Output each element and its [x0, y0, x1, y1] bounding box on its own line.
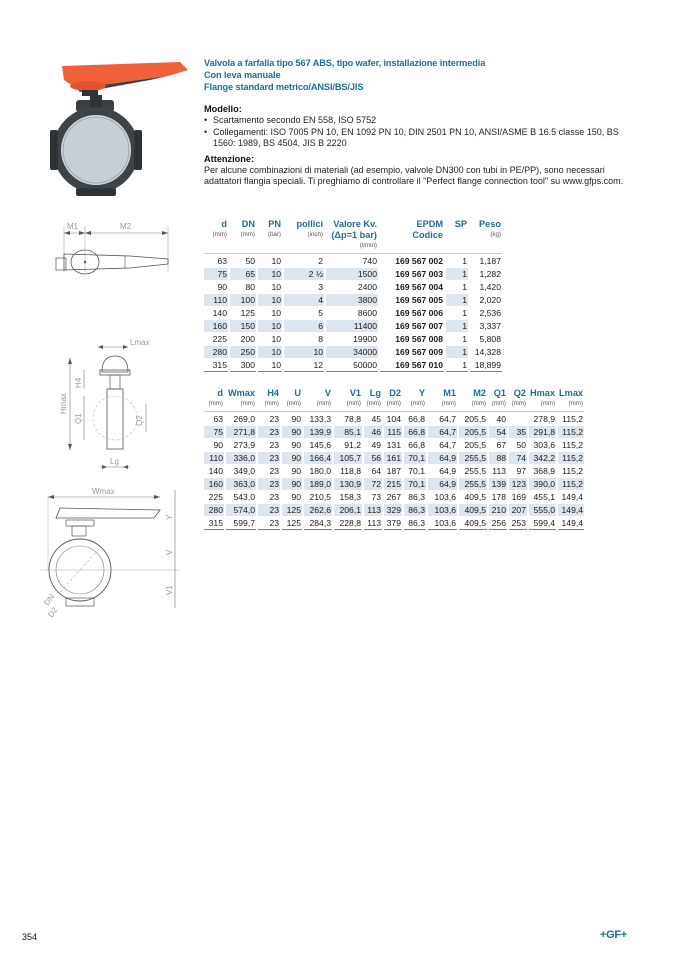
table-cell: 125 — [282, 516, 302, 530]
table-cell: 113 — [364, 516, 382, 530]
table-cell: 205,5 — [459, 412, 487, 425]
table-row — [204, 477, 584, 490]
modello-list — [204, 115, 634, 150]
table-cell: 206,1 — [334, 503, 362, 516]
table-cell: 63 — [204, 254, 228, 267]
table-cell: 50 — [509, 438, 527, 451]
table-cell: 90 — [282, 438, 302, 451]
table-cell: 10 — [258, 267, 282, 280]
table-cell: 23 — [258, 438, 280, 451]
col-d2: D2 (mm) — [386, 388, 401, 407]
table-cell: 2 ½ — [284, 267, 324, 280]
table-row — [204, 425, 584, 438]
table-cell: 280 — [204, 503, 224, 516]
table-cell: 110 — [204, 451, 224, 464]
table-cell: 80 — [230, 280, 256, 293]
table-cell: 140 — [204, 464, 224, 477]
table-cell: 207 — [509, 503, 527, 516]
table-cell: 23 — [258, 425, 280, 438]
table-cell: 85,1 — [334, 425, 362, 438]
table-cell: 2,020 — [470, 293, 502, 306]
table-row — [204, 319, 502, 332]
table-cell: 187 — [384, 464, 402, 477]
table-cell: 599,7 — [226, 516, 256, 530]
table-cell: 149,4 — [558, 503, 584, 516]
table-cell: 12 — [284, 358, 324, 372]
valve-product-photo — [40, 50, 190, 200]
table-cell: 50 — [230, 254, 256, 267]
table-cell: 455,1 — [529, 490, 556, 503]
gf-logo: +GF+ — [600, 929, 627, 941]
table-cell: 4 — [284, 293, 324, 306]
table-cell: 34000 — [326, 345, 378, 358]
col-codice: EPDM Codice — [412, 219, 443, 240]
table-row — [204, 306, 502, 319]
table-cell: 23 — [258, 477, 280, 490]
table-cell: 390,0 — [529, 477, 556, 490]
table-cell: 409,5 — [459, 503, 487, 516]
table-row — [204, 464, 584, 477]
table-cell: 103,6 — [428, 490, 457, 503]
col-u: U (mm) — [286, 388, 301, 407]
table-cell: 64,9 — [428, 451, 457, 464]
table-row — [204, 412, 584, 425]
dim-label-v: V — [165, 549, 174, 555]
table-cell: 140 — [204, 306, 228, 319]
col-h4: H4 (mm) — [264, 388, 279, 407]
col-d: d (mm) — [208, 388, 223, 407]
table-cell: 149,4 — [558, 516, 584, 530]
table-cell: 90 — [282, 464, 302, 477]
table-cell: 110 — [204, 293, 228, 306]
table-cell: 315 — [204, 358, 228, 372]
table-cell: 273,9 — [226, 438, 256, 451]
product-subtitle-flange: Flange standard metrico/ANSI/BS/JIS — [204, 82, 364, 92]
table-cell: 342,2 — [529, 451, 556, 464]
table-cell: 1,187 — [470, 254, 502, 267]
table-cell: 1 — [446, 319, 468, 332]
table-cell: 1 — [446, 293, 468, 306]
table-cell: 215 — [384, 477, 402, 490]
table-cell: 11400 — [326, 319, 378, 332]
table-cell: 63 — [204, 412, 224, 425]
table-cell: 180,0 — [304, 464, 332, 477]
table-cell: 2400 — [326, 280, 378, 293]
table-cell: 169 567 002 — [380, 254, 444, 267]
attenzione-heading: Attenzione: — [204, 153, 255, 164]
table-cell: 115,2 — [558, 464, 584, 477]
table-cell: 5,808 — [470, 332, 502, 345]
dim-label-hmax: Hmax — [59, 393, 68, 414]
table-cell: 88 — [489, 451, 507, 464]
table-row — [204, 345, 502, 358]
table-cell: 336,0 — [226, 451, 256, 464]
col-m2: M2 (mm) — [471, 388, 486, 407]
table-cell: 169 567 006 — [380, 306, 444, 319]
table-cell: 169 567 007 — [380, 319, 444, 332]
table-cell: 75 — [204, 425, 224, 438]
col-pollici: pollici (inch) — [296, 219, 323, 238]
attenzione-text: Per alcune combinazioni di materiali (ad esempio, valvole DN300 con tubi in PE/PP), sono necessari adattatori flangia speciali. Ti preghiamo di controllare il "Perfect flange connection tool" su www.gfps.com. — [204, 164, 624, 186]
table-cell: 45 — [364, 412, 382, 425]
table-cell: 291,8 — [529, 425, 556, 438]
table-cell: 210 — [489, 503, 507, 516]
table-row — [204, 451, 584, 464]
table-cell: 225 — [204, 332, 228, 345]
table-cell: 2 — [284, 254, 324, 267]
table-cell: 113 — [364, 503, 382, 516]
dim-label-h4: H4 — [74, 377, 83, 388]
table-cell: 169 567 003 — [380, 267, 444, 280]
table-cell: 66,8 — [404, 425, 426, 438]
table-cell: 118,8 — [334, 464, 362, 477]
table-cell: 256 — [489, 516, 507, 530]
modello-heading: Modello: — [204, 104, 242, 114]
table-cell: 65 — [230, 267, 256, 280]
table-cell: 349,0 — [226, 464, 256, 477]
table-cell: 10 — [258, 332, 282, 345]
table-cell: 23 — [258, 451, 280, 464]
dim-label-m2: M2 — [120, 222, 132, 231]
table-cell: 10 — [258, 345, 282, 358]
table-cell: 150 — [230, 319, 256, 332]
table-cell: 86,3 — [404, 516, 426, 530]
bullet-icon: • — [204, 126, 208, 137]
table-cell: 46 — [364, 425, 382, 438]
ordering-table-header — [204, 219, 502, 250]
table-cell: 3800 — [326, 293, 378, 306]
table-cell: 315 — [204, 516, 224, 530]
dimensions-table — [202, 388, 586, 530]
table-cell: 200 — [230, 332, 256, 345]
table-cell: 23 — [258, 516, 280, 530]
table-cell: 104 — [384, 412, 402, 425]
table-cell: 228,8 — [334, 516, 362, 530]
col-m1: M1 (mm) — [441, 388, 456, 407]
table-cell: 262,6 — [304, 503, 332, 516]
table-cell: 90 — [204, 438, 224, 451]
table-cell: 64,7 — [428, 412, 457, 425]
table-cell: 6 — [284, 319, 324, 332]
table-cell: 50000 — [326, 358, 378, 372]
table-cell: 1,282 — [470, 267, 502, 280]
table-cell: 1500 — [326, 267, 378, 280]
table-cell: 86,3 — [404, 490, 426, 503]
table-cell: 368,9 — [529, 464, 556, 477]
table-cell: 158,3 — [334, 490, 362, 503]
table-cell: 189,0 — [304, 477, 332, 490]
table-row — [204, 438, 584, 451]
table-cell: 64,7 — [428, 425, 457, 438]
table-cell — [509, 412, 527, 425]
table-cell: 70,1 — [404, 464, 426, 477]
modello-bullet: • Scartamento secondo EN 558, ISO 5752 — [204, 115, 377, 125]
table-cell: 253 — [509, 516, 527, 530]
table-cell: 255,5 — [459, 464, 487, 477]
table-cell: 363,0 — [226, 477, 256, 490]
table-row — [204, 293, 502, 306]
table-cell: 14,328 — [470, 345, 502, 358]
dim-label-q1: Q1 — [74, 413, 83, 424]
dimensions-table-header — [204, 388, 584, 408]
table-cell: 284,3 — [304, 516, 332, 530]
col-sp: SP — [454, 219, 467, 229]
table-cell: 75 — [204, 267, 228, 280]
col-v: V (mm) — [316, 388, 331, 407]
table-cell: 40 — [489, 412, 507, 425]
table-row — [204, 332, 502, 345]
table-cell: 1 — [446, 358, 468, 372]
col-v1: V1 (mm) — [346, 388, 361, 407]
table-cell: 90 — [282, 477, 302, 490]
table-cell: 160 — [204, 319, 228, 332]
table-cell: 100 — [230, 293, 256, 306]
table-cell: 1 — [446, 345, 468, 358]
col-dn: DN (mm) — [240, 219, 255, 238]
table-row — [204, 280, 502, 293]
dim-label-lmax: Lmax — [130, 338, 150, 347]
col-pn: PN (bar) — [267, 219, 281, 238]
table-cell: 543,0 — [226, 490, 256, 503]
col-q2: Q2 (mm) — [511, 388, 526, 407]
table-cell: 73 — [364, 490, 382, 503]
col-d: d (mm) — [212, 219, 227, 238]
table-cell: 115,2 — [558, 412, 584, 425]
table-cell: 169 567 005 — [380, 293, 444, 306]
table-cell: 409,5 — [459, 516, 487, 530]
col-wmax: Wmax (mm) — [227, 388, 255, 407]
table-cell: 115 — [384, 425, 402, 438]
table-cell: 139 — [489, 477, 507, 490]
table-cell: 280 — [204, 345, 228, 358]
table-cell: 139,9 — [304, 425, 332, 438]
col-kv: Valore Kv. (Δp=1 bar) (l/min) — [331, 219, 377, 249]
dim-label-d2: D2 — [46, 605, 60, 620]
table-cell: 178 — [489, 490, 507, 503]
table-cell: 1 — [446, 254, 468, 267]
table-cell: 115,2 — [558, 477, 584, 490]
table-cell: 210,5 — [304, 490, 332, 503]
product-title: Valvola a farfalla tipo 567 ABS, tipo wafer, installazione intermedia — [204, 58, 486, 68]
table-cell: 72 — [364, 477, 382, 490]
table-cell: 255,5 — [459, 477, 487, 490]
table-cell: 90 — [282, 425, 302, 438]
table-cell: 90 — [282, 451, 302, 464]
table-cell: 169 567 004 — [380, 280, 444, 293]
table-cell: 740 — [326, 254, 378, 267]
table-cell: 303,6 — [529, 438, 556, 451]
table-cell: 18,899 — [470, 358, 502, 372]
table-cell: 166,4 — [304, 451, 332, 464]
table-cell: 133,3 — [304, 412, 332, 425]
dim-label-q2: Q2 — [135, 415, 144, 426]
table-cell: 10 — [258, 254, 282, 267]
table-cell: 130,9 — [334, 477, 362, 490]
table-cell: 105,7 — [334, 451, 362, 464]
table-cell: 74 — [509, 451, 527, 464]
table-cell: 70,1 — [404, 451, 426, 464]
table-cell: 56 — [364, 451, 382, 464]
table-row — [204, 503, 584, 516]
table-cell: 23 — [258, 490, 280, 503]
table-cell: 329 — [384, 503, 402, 516]
table-cell: 3,337 — [470, 319, 502, 332]
table-cell: 300 — [230, 358, 256, 372]
table-cell: 70,1 — [404, 477, 426, 490]
dim-label-dn: DN — [42, 592, 57, 608]
table-cell: 49 — [364, 438, 382, 451]
table-cell: 125 — [282, 503, 302, 516]
table-row — [204, 267, 502, 280]
table-cell: 103,6 — [428, 516, 457, 530]
table-cell: 64,7 — [428, 438, 457, 451]
table-cell: 225 — [204, 490, 224, 503]
table-cell: 103,6 — [428, 503, 457, 516]
table-row — [204, 516, 584, 530]
table-cell: 113 — [489, 464, 507, 477]
table-cell: 169 567 010 — [380, 358, 444, 372]
table-cell: 10 — [258, 306, 282, 319]
table-cell: 2,536 — [470, 306, 502, 319]
table-cell: 10 — [258, 358, 282, 372]
table-cell: 90 — [282, 490, 302, 503]
product-subtitle-handle: Con leva manuale — [204, 70, 281, 80]
table-cell: 145,6 — [304, 438, 332, 451]
table-cell: 64 — [364, 464, 382, 477]
table-cell: 1 — [446, 332, 468, 345]
bullet-icon: • — [204, 115, 208, 125]
table-cell: 8600 — [326, 306, 378, 319]
table-row — [204, 358, 502, 372]
table-cell: 125 — [230, 306, 256, 319]
table-cell: 160 — [204, 477, 224, 490]
side-view-drawing — [30, 330, 170, 480]
table-cell: 574,0 — [226, 503, 256, 516]
table-cell: 1 — [446, 267, 468, 280]
table-cell: 555,0 — [529, 503, 556, 516]
table-cell: 267 — [384, 490, 402, 503]
table-cell: 205,5 — [459, 438, 487, 451]
table-cell: 169 — [509, 490, 527, 503]
table-cell: 599,4 — [529, 516, 556, 530]
table-cell: 10 — [258, 319, 282, 332]
table-cell: 86,3 — [404, 503, 426, 516]
table-cell: 10 — [258, 280, 282, 293]
table-cell: 35 — [509, 425, 527, 438]
front-view-drawing — [30, 480, 200, 620]
table-cell: 149,4 — [558, 490, 584, 503]
table-cell: 23 — [258, 503, 280, 516]
table-cell: 161 — [384, 451, 402, 464]
table-cell: 8 — [284, 332, 324, 345]
table-cell: 269,0 — [226, 412, 256, 425]
table-row — [204, 490, 584, 503]
table-row — [204, 254, 502, 267]
table-cell: 379 — [384, 516, 402, 530]
table-cell: 1,420 — [470, 280, 502, 293]
table-cell: 278,9 — [529, 412, 556, 425]
table-cell: 23 — [258, 464, 280, 477]
table-cell: 78,8 — [334, 412, 362, 425]
table-cell: 64,9 — [428, 477, 457, 490]
table-cell: 3 — [284, 280, 324, 293]
table-cell: 10 — [258, 293, 282, 306]
table-cell: 169 567 008 — [380, 332, 444, 345]
dim-label-v1: V1 — [165, 585, 174, 595]
table-cell: 131 — [384, 438, 402, 451]
col-lg: Lg (mm) — [366, 388, 381, 407]
table-cell: 19900 — [326, 332, 378, 345]
table-cell: 54 — [489, 425, 507, 438]
table-cell: 250 — [230, 345, 256, 358]
col-lmax: Lmax (mm) — [559, 388, 584, 407]
dim-label-m1: M1 — [67, 222, 79, 231]
table-cell: 115,2 — [558, 438, 584, 451]
modello-bullet: • Collegamenti: ISO 7005 PN 10, EN 1092 PN 10, DIN 2501 PN 10, ANSI/ASME B 16.5 classe 150, BS 1560: 1989, BS 4504, JIS B 2220 — [204, 126, 619, 148]
table-cell: 271,8 — [226, 425, 256, 438]
product-description — [204, 57, 634, 188]
dim-label-wmax: Wmax — [92, 487, 115, 496]
col-hmax: Hmax (mm) — [530, 388, 556, 407]
table-cell: 66,8 — [404, 438, 426, 451]
dim-label-lg: Lg — [110, 457, 119, 466]
dim-label-y: Y — [165, 514, 174, 520]
table-cell: 91,2 — [334, 438, 362, 451]
table-cell: 255,5 — [459, 451, 487, 464]
col-peso: Peso (kg) — [479, 219, 501, 238]
table-cell: 67 — [489, 438, 507, 451]
top-view-drawing — [30, 212, 200, 292]
table-cell: 64,9 — [428, 464, 457, 477]
table-cell: 1 — [446, 306, 468, 319]
table-cell: 66,8 — [404, 412, 426, 425]
table-cell: 90 — [204, 280, 228, 293]
table-cell: 115,2 — [558, 451, 584, 464]
col-y: Y (mm) — [410, 388, 425, 407]
table-cell: 169 567 009 — [380, 345, 444, 358]
table-cell: 90 — [282, 412, 302, 425]
col-q1: Q1 (mm) — [491, 388, 506, 407]
table-cell: 10 — [284, 345, 324, 358]
table-cell: 1 — [446, 280, 468, 293]
ordering-table — [202, 219, 504, 372]
table-cell: 409,5 — [459, 490, 487, 503]
table-cell: 115,2 — [558, 425, 584, 438]
table-cell: 123 — [509, 477, 527, 490]
table-cell: 205,5 — [459, 425, 487, 438]
table-cell: 97 — [509, 464, 527, 477]
table-cell: 23 — [258, 412, 280, 425]
table-cell: 5 — [284, 306, 324, 319]
page-number: 354 — [22, 932, 38, 942]
